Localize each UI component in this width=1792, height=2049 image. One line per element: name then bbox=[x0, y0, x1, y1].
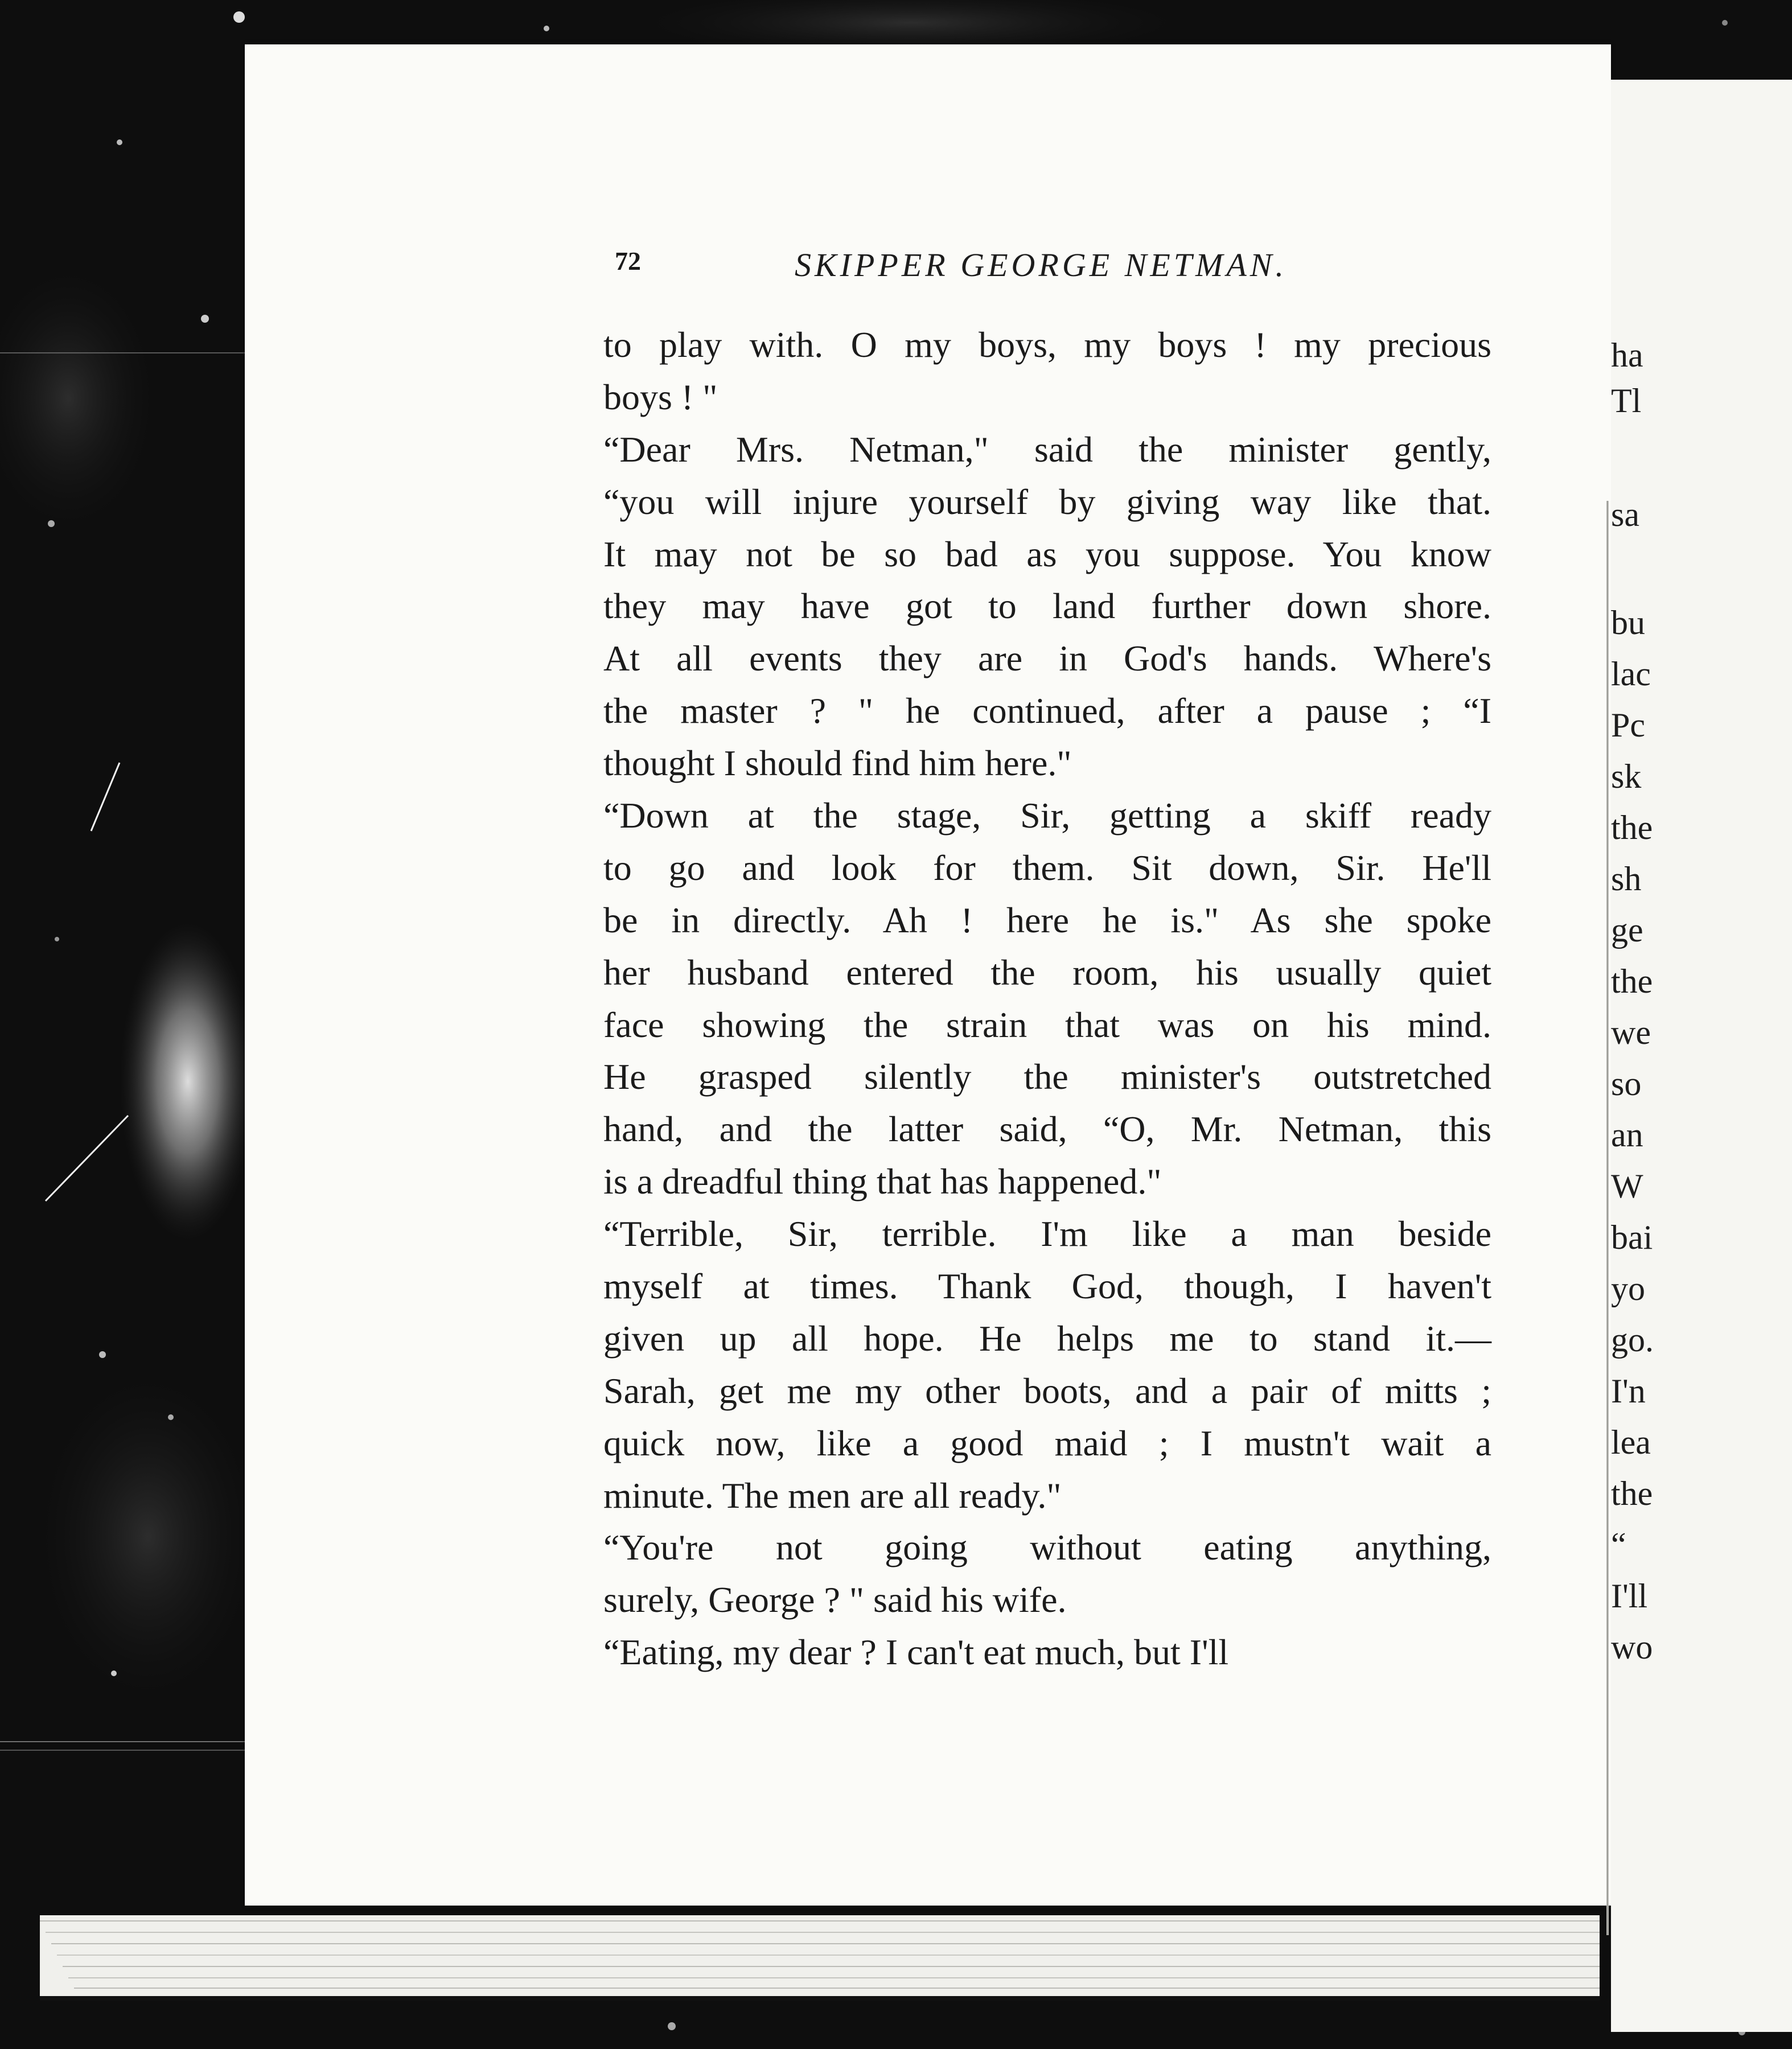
text-line: “Eating, my dear ? I can't eat much, but I'll bbox=[603, 1632, 1229, 1673]
facing-text-fragment: sh bbox=[1611, 860, 1642, 898]
facing-text-fragment: lac bbox=[1611, 655, 1651, 693]
page-number: 72 bbox=[615, 246, 641, 275]
text-line: “You're not going without eating anything, bbox=[603, 1527, 1491, 1568]
facing-text-fragment: ge bbox=[1611, 911, 1643, 949]
text-line: her husband entered the room, his usually quiet bbox=[603, 952, 1491, 993]
text-line: “Terrible, Sir, terrible. I'm like a man beside bbox=[603, 1213, 1491, 1254]
text-line: “Dear Mrs. Netman," said the minister gently, bbox=[603, 429, 1491, 470]
text-line: boys ! " bbox=[603, 376, 718, 417]
facing-text-fragment: the bbox=[1611, 1475, 1653, 1512]
facing-text-fragment: wo bbox=[1611, 1628, 1653, 1666]
facing-text-fragment: Pc bbox=[1611, 706, 1645, 744]
stacked-page-edges bbox=[40, 1915, 1600, 2001]
text-line: Sarah, get me my other boots, and a pair of mitts ; bbox=[603, 1370, 1491, 1411]
facing-text-fragment: sa bbox=[1611, 496, 1639, 533]
running-head bbox=[615, 240, 1583, 286]
facing-text-fragment: ha bbox=[1611, 336, 1643, 374]
facing-text-fragment: I'n bbox=[1611, 1372, 1646, 1410]
text-line: thought I should find him here." bbox=[603, 743, 1072, 784]
facing-text-fragment: an bbox=[1611, 1116, 1643, 1154]
book-gutter bbox=[1606, 501, 1609, 1935]
text-line: surely, George ? " said his wife. bbox=[603, 1579, 1067, 1620]
text-line: they may have got to land further down shore. bbox=[603, 586, 1491, 627]
text-line: minute. The men are all ready." bbox=[603, 1475, 1062, 1516]
facing-text-fragment: yo bbox=[1611, 1270, 1645, 1307]
facing-page-text bbox=[1611, 336, 1792, 1702]
running-title: SKIPPER GEORGE NETMAN. bbox=[795, 246, 1287, 283]
facing-text-fragment: the bbox=[1611, 962, 1653, 1000]
facing-text-fragment: “ bbox=[1611, 1526, 1626, 1564]
text-line: to go and look for them. Sit down, Sir. He'll bbox=[603, 847, 1491, 888]
facing-text-fragment: lea bbox=[1611, 1423, 1651, 1461]
text-line: is a dreadful thing that has happened." bbox=[603, 1161, 1162, 1202]
facing-text-fragment: I'll bbox=[1611, 1577, 1648, 1615]
facing-text-fragment: sk bbox=[1611, 758, 1642, 795]
facing-text-fragment: bu bbox=[1611, 604, 1645, 641]
text-line: the master ? " he continued, after a pause ; “I bbox=[603, 690, 1491, 731]
text-line: to play with. O my boys, my boys ! my precious bbox=[603, 324, 1491, 365]
text-line: “you will injure yourself by giving way like that. bbox=[603, 481, 1491, 522]
text-line: “Down at the stage, Sir, getting a skiff ready bbox=[603, 795, 1491, 836]
text-line: given up all hope. He helps me to stand it.— bbox=[603, 1318, 1491, 1359]
text-line: hand, and the latter said, “O, Mr. Netman, this bbox=[603, 1109, 1491, 1150]
facing-text-fragment: so bbox=[1611, 1065, 1642, 1102]
facing-text-fragment: W bbox=[1611, 1167, 1643, 1205]
facing-text-fragment: bai bbox=[1611, 1219, 1653, 1256]
text-line: At all events they are in God's hands. Where's bbox=[603, 638, 1491, 679]
facing-text-fragment: Tl bbox=[1611, 382, 1642, 419]
text-line: face showing the strain that was on his mind. bbox=[603, 1004, 1491, 1045]
text-line: It may not be so bad as you suppose. You know bbox=[603, 533, 1491, 574]
facing-text-fragment: the bbox=[1611, 809, 1653, 846]
text-line: quick now, like a good maid ; I mustn't wait a bbox=[603, 1422, 1491, 1463]
facing-text-fragment: go. bbox=[1611, 1321, 1654, 1359]
facing-text-fragment: we bbox=[1611, 1014, 1651, 1051]
text-line: be in directly. Ah ! here he is." As she spoke bbox=[603, 899, 1491, 940]
page-body-text bbox=[603, 319, 1491, 1678]
text-line: He grasped silently the minister's outstretched bbox=[603, 1056, 1491, 1097]
text-line: myself at times. Thank God, though, I haven't bbox=[603, 1266, 1491, 1307]
